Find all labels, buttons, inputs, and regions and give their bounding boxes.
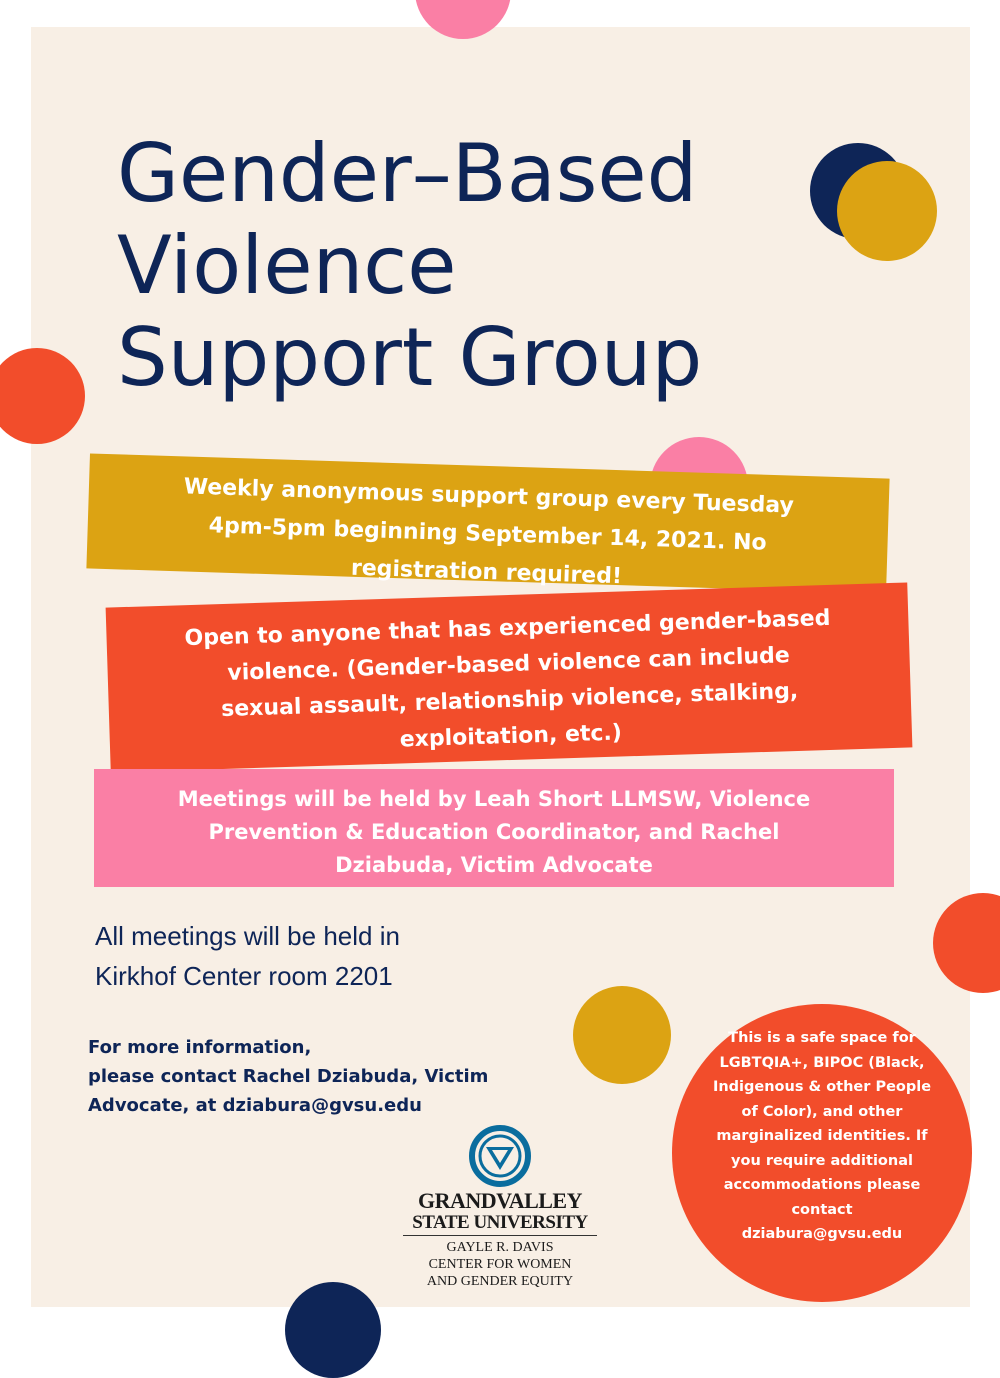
- title-line-3: Support Group: [117, 311, 703, 404]
- safe-space-line-6: you require additional: [731, 1152, 913, 1169]
- safe-space-line-2: LGBTQIA+, BIPOC (Black,: [719, 1054, 925, 1071]
- safe-space-line-5: marginalized identities. If: [716, 1128, 928, 1144]
- contact-line-2: please contact Rachel Dziabuda, Victim: [88, 1066, 489, 1087]
- title-line-2: Violence: [117, 219, 457, 312]
- contact-line-1: For more information,: [88, 1037, 312, 1058]
- logo-center-line-1: GAYLE R. DAVIS: [446, 1240, 554, 1255]
- eligibility-banner: [106, 582, 913, 772]
- contact-line-3: Advocate, at dziabura@gvsu.edu: [88, 1095, 422, 1116]
- contact-info: [88, 1033, 548, 1120]
- safe-space-line-3: Indigenous & other People: [712, 1079, 932, 1095]
- logo-state-university: STATE UNIVERSITY: [412, 1212, 588, 1233]
- safe-space-line-9: dziabura@gvsu.edu: [741, 1226, 903, 1242]
- logo-center-line-2: CENTER FOR WOMEN: [428, 1257, 572, 1272]
- schedule-line-1: Weekly anonymous support group every Tuesday: [183, 474, 795, 519]
- poster-title: [117, 128, 702, 404]
- meeting-location: [95, 916, 495, 996]
- gvsu-logo: [395, 1125, 605, 1295]
- logo-divider: [403, 1235, 597, 1236]
- title-line-1: Gender–Based: [117, 127, 698, 220]
- eligibility-line-1: Open to anyone that has experienced gender-based: [184, 605, 831, 652]
- facilitators-line-3: Dziabuda, Victim Advocate: [335, 853, 653, 877]
- safe-space-line-4: of Color), and other: [741, 1103, 903, 1120]
- navy-circle-bottom: [285, 1282, 381, 1378]
- facilitators-line-2: Prevention & Education Coordinator, and Rachel: [208, 820, 780, 844]
- location-line-1: All meetings will be held in: [95, 921, 400, 951]
- gold-circle-top-right: [837, 161, 937, 261]
- schedule-banner: [86, 453, 889, 593]
- logo-grand-valley: GRANDVALLEY: [417, 1188, 582, 1213]
- safe-space-text: [707, 1026, 937, 1247]
- eligibility-line-4: exploitation, etc.): [399, 720, 623, 753]
- eligibility-line-3: sexual assault, relationship violence, stalking,: [220, 678, 799, 723]
- safe-space-line-1: This is a safe space for: [728, 1030, 916, 1046]
- gold-circle-bottom: [573, 986, 671, 1084]
- facilitators-banner: [94, 769, 894, 887]
- safe-space-line-7: accommodations please: [723, 1177, 921, 1193]
- eligibility-line-2: violence. (Gender-based violence can include: [227, 643, 791, 686]
- location-line-2: Kirkhof Center room 2201: [95, 961, 393, 991]
- gvsu-emblem-icon: [468, 1125, 532, 1187]
- safe-space-line-8: contact: [791, 1201, 853, 1218]
- facilitators-line-1: Meetings will be held by Leah Short LLMSW, Violence: [177, 787, 811, 811]
- logo-center-line-3: AND GENDER EQUITY: [426, 1274, 574, 1289]
- schedule-line-2: 4pm-5pm beginning September 14, 2021. No: [208, 513, 767, 556]
- safe-space-circle: [672, 1004, 972, 1302]
- schedule-line-3: registration required!: [350, 555, 623, 590]
